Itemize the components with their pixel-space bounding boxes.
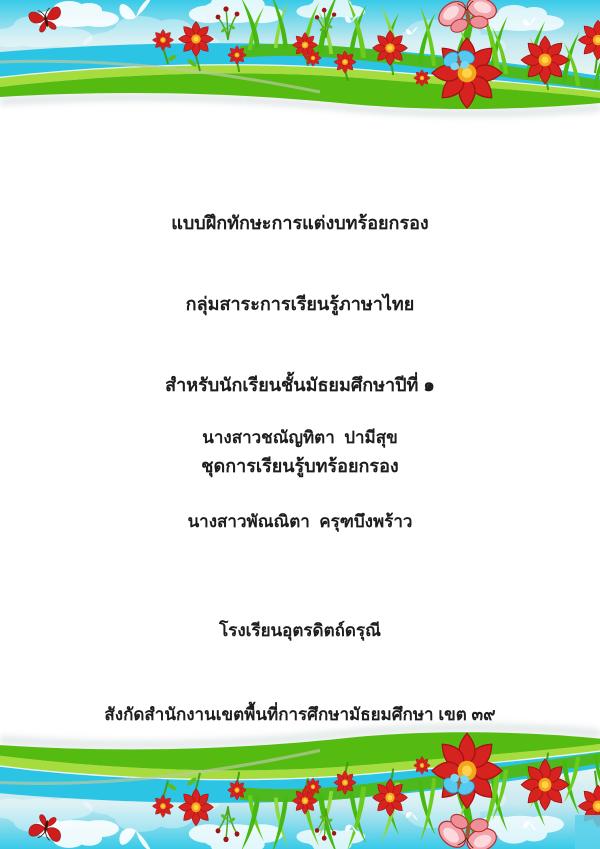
red-flower (305, 50, 322, 67)
school-name: โรงเรียนอุตรดิตถ์ดรุณี (219, 621, 381, 640)
red-flower (521, 36, 569, 84)
title-line-4: ชุดการเรียนรู้บทร้อยกรอง (201, 456, 399, 476)
red-flower-large (432, 38, 502, 108)
title-line-3: สำหรับนักเรียนชั้นมัธยมศึกษาปีที่ ๑ (165, 375, 435, 395)
author-line-1: นางสาวชณัญทิตา ปามีสุข (202, 428, 398, 447)
red-flower (373, 31, 408, 66)
red-flower (152, 29, 173, 50)
red-flower (227, 45, 246, 64)
red-flower (179, 22, 214, 57)
title-line-2: กลุ่มสาระการเรียนรู้ภาษาไทย (185, 294, 415, 314)
red-flower (414, 70, 431, 87)
author-line-2: นางสาวพัณณิตา ครุฑบึงพร้าว (187, 512, 413, 531)
footer-decoration (0, 699, 600, 849)
corner-accent (575, 815, 600, 849)
red-flower (334, 51, 356, 73)
title-line-1: แบบฝึกทักษะการแต่งบทร้อยกรอง (171, 213, 429, 233)
header-decoration (0, 0, 600, 140)
author-block (0, 368, 600, 592)
district-line: สังกัดสำนักงานเขตพื้นที่การศึกษามัธยมศึกษา เขต ๓๙ (104, 705, 496, 724)
